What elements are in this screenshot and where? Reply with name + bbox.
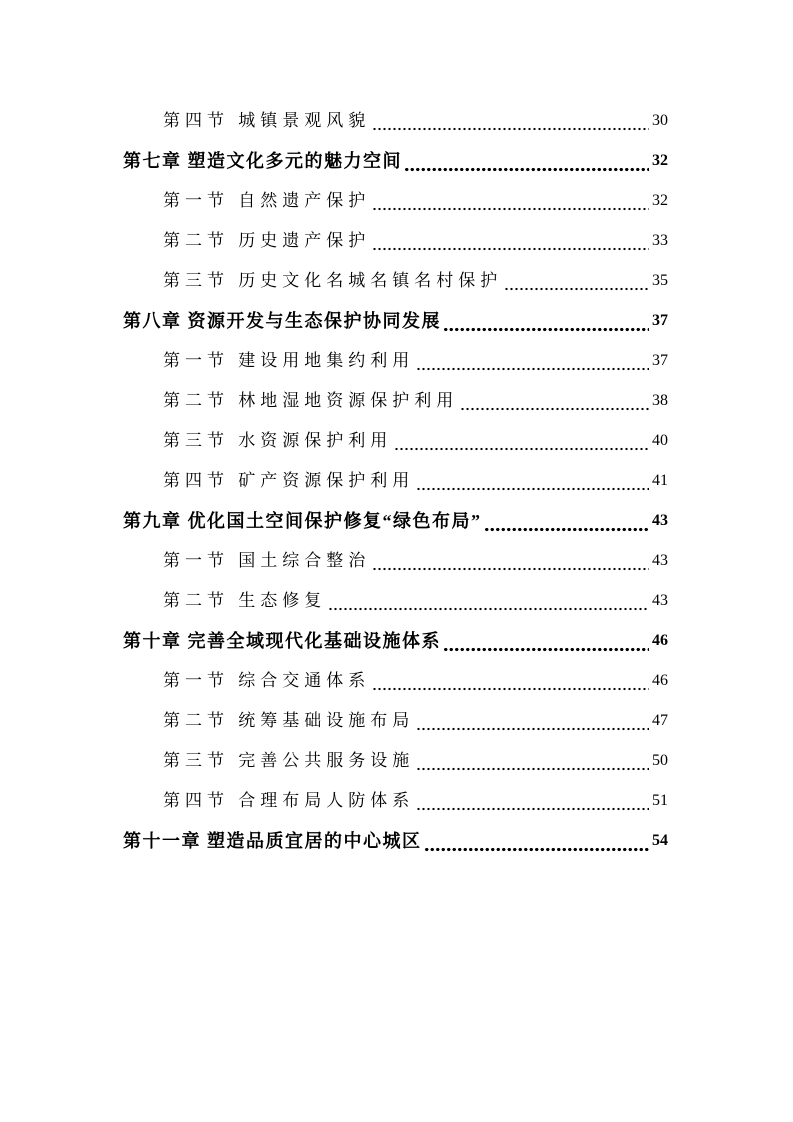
toc-entry bbox=[123, 221, 668, 261]
toc-entry-page: 37 bbox=[652, 352, 668, 369]
toc-entry-label: 第二节 林地湿地资源保护利用 bbox=[163, 391, 459, 410]
dot-leader bbox=[484, 501, 650, 541]
dot-leader bbox=[328, 581, 649, 621]
toc-entry-page: 32 bbox=[652, 192, 668, 209]
toc-entry-page: 51 bbox=[652, 792, 668, 809]
toc-entry-page: 43 bbox=[652, 512, 668, 529]
toc-entry-page: 37 bbox=[652, 312, 668, 329]
toc-entry-page: 38 bbox=[652, 392, 668, 409]
toc-entry bbox=[123, 541, 668, 581]
toc-entry-page: 50 bbox=[652, 752, 668, 769]
toc-entry-page: 41 bbox=[652, 472, 668, 489]
toc-entry bbox=[123, 141, 668, 181]
toc-entry-label: 第七章 塑造文化多元的魅力空间 bbox=[123, 151, 402, 171]
table-of-contents bbox=[123, 101, 668, 861]
dot-leader bbox=[416, 701, 649, 741]
toc-entry bbox=[123, 341, 668, 381]
toc-entry-label: 第十一章 塑造品质宜居的中心城区 bbox=[123, 831, 422, 851]
dot-leader bbox=[504, 261, 649, 301]
toc-entry-page: 54 bbox=[652, 832, 668, 849]
toc-entry-label: 第十章 完善全域现代化基础设施体系 bbox=[123, 631, 441, 651]
toc-entry-page: 47 bbox=[652, 712, 668, 729]
toc-entry-label: 第四节 城镇景观风貌 bbox=[163, 111, 371, 130]
toc-entry bbox=[123, 301, 668, 341]
dot-leader bbox=[372, 101, 649, 141]
toc-entry-page: 46 bbox=[652, 672, 668, 689]
dot-leader bbox=[416, 461, 649, 501]
toc-entry-page: 32 bbox=[652, 152, 668, 169]
toc-entry-label: 第九章 优化国土空间保护修复“绿色布局” bbox=[123, 511, 482, 531]
toc-entry-page: 30 bbox=[652, 112, 668, 129]
toc-entry-label: 第一节 建设用地集约利用 bbox=[163, 351, 415, 370]
toc-entry-label: 第三节 水资源保护利用 bbox=[163, 431, 393, 450]
dot-leader bbox=[443, 301, 649, 341]
toc-entry-label: 第二节 生态修复 bbox=[163, 591, 327, 610]
toc-entry bbox=[123, 421, 668, 461]
toc-entry-page: 40 bbox=[652, 432, 668, 449]
toc-entry-page: 43 bbox=[652, 592, 668, 609]
toc-entry bbox=[123, 821, 668, 861]
toc-entry-label: 第三节 完善公共服务设施 bbox=[163, 751, 415, 770]
dot-leader bbox=[416, 741, 649, 781]
toc-entry-label: 第八章 资源开发与生态保护协同发展 bbox=[123, 311, 441, 331]
dot-leader bbox=[443, 621, 649, 661]
dot-leader bbox=[372, 221, 649, 261]
toc-entry bbox=[123, 501, 668, 541]
toc-entry-page: 43 bbox=[652, 552, 668, 569]
dot-leader bbox=[404, 141, 649, 181]
dot-leader bbox=[372, 541, 649, 581]
toc-entry bbox=[123, 661, 668, 701]
toc-entry bbox=[123, 781, 668, 821]
toc-entry-page: 35 bbox=[652, 272, 668, 289]
toc-entry-label: 第四节 合理布局人防体系 bbox=[163, 791, 415, 810]
dot-leader bbox=[424, 821, 650, 861]
toc-entry-label: 第二节 统筹基础设施布局 bbox=[163, 711, 415, 730]
toc-entry bbox=[123, 261, 668, 301]
toc-entry-label: 第一节 国土综合整治 bbox=[163, 551, 371, 570]
toc-entry bbox=[123, 741, 668, 781]
toc-entry bbox=[123, 701, 668, 741]
dot-leader bbox=[372, 181, 649, 221]
toc-entry bbox=[123, 101, 668, 141]
toc-entry bbox=[123, 181, 668, 221]
toc-entry-page: 33 bbox=[652, 232, 668, 249]
toc-entry-label: 第三节 历史文化名城名镇名村保护 bbox=[163, 271, 503, 290]
toc-entry-page: 46 bbox=[652, 632, 668, 649]
toc-entry bbox=[123, 581, 668, 621]
dot-leader bbox=[460, 381, 649, 421]
dot-leader bbox=[394, 421, 649, 461]
toc-entry bbox=[123, 461, 668, 501]
toc-entry bbox=[123, 381, 668, 421]
toc-entry-label: 第二节 历史遗产保护 bbox=[163, 231, 371, 250]
toc-entry-label: 第一节 自然遗产保护 bbox=[163, 191, 371, 210]
dot-leader bbox=[416, 341, 649, 381]
toc-entry-label: 第四节 矿产资源保护利用 bbox=[163, 471, 415, 490]
toc-entry bbox=[123, 621, 668, 661]
toc-entry-label: 第一节 综合交通体系 bbox=[163, 671, 371, 690]
dot-leader bbox=[372, 661, 649, 701]
dot-leader bbox=[416, 781, 649, 821]
